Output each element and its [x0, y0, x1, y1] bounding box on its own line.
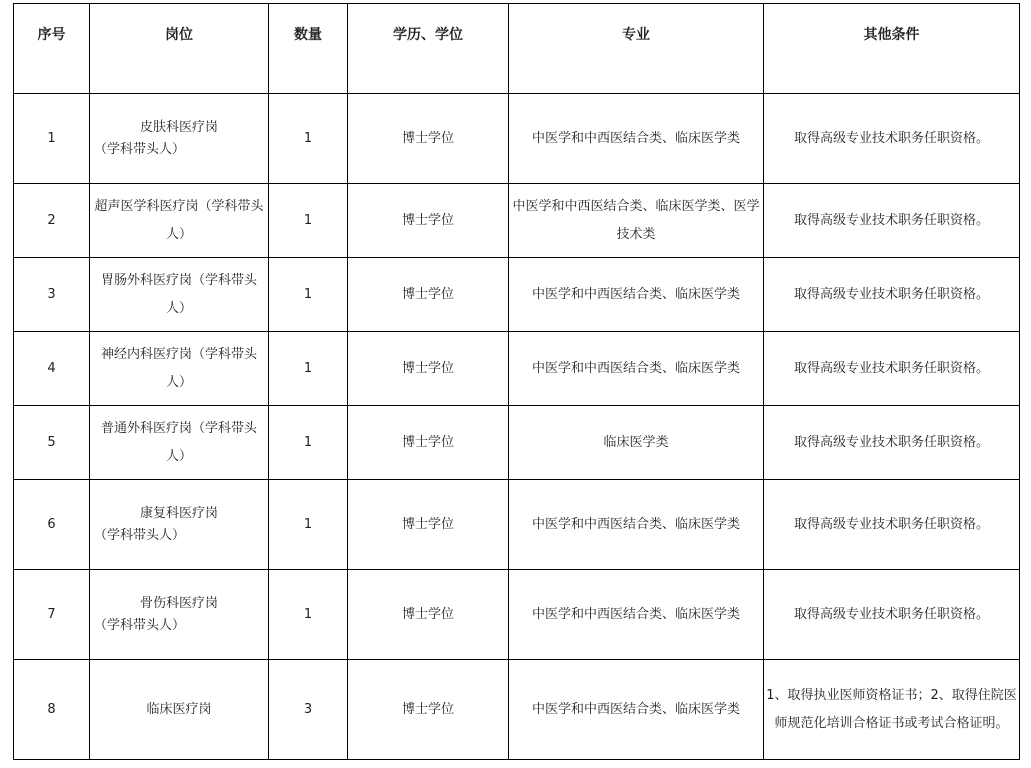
cell-position [90, 480, 269, 570]
cell-major: 中医学和中西医结合类、临床医学类 [509, 570, 764, 660]
cell-education: 博士学位 [348, 258, 509, 332]
cell-major: 中医学和中西医结合类、临床医学类 [509, 258, 764, 332]
cell-major: 中医学和中西医结合类、临床医学类 [509, 660, 764, 760]
cell-quantity: 1 [269, 406, 348, 480]
table-row [14, 570, 1020, 660]
cell-major: 中医学和中西医结合类、临床医学类、医学技术类 [509, 184, 764, 258]
table-row [14, 660, 1020, 760]
cell-major: 中医学和中西医结合类、临床医学类 [509, 332, 764, 406]
cell-education: 博士学位 [348, 406, 509, 480]
cell-major: 中医学和中西医结合类、临床医学类 [509, 94, 764, 184]
cell-position: 临床医疗岗 [90, 660, 269, 760]
cell-other: 取得高级专业技术职务任职资格。 [764, 570, 1020, 660]
table-row [14, 480, 1020, 570]
table-row [14, 332, 1020, 406]
cell-no: 2 [14, 184, 90, 258]
cell-other: 取得高级专业技术职务任职资格。 [764, 480, 1020, 570]
cell-quantity: 1 [269, 570, 348, 660]
cell-no: 8 [14, 660, 90, 760]
cell-position: 胃肠外科医疗岗（学科带头人） [90, 258, 269, 332]
header-education: 学历、学位 [348, 4, 509, 94]
cell-other: 取得高级专业技术职务任职资格。 [764, 406, 1020, 480]
header-position: 岗位 [90, 4, 269, 94]
cell-position: 神经内科医疗岗（学科带头人） [90, 332, 269, 406]
position-line: （学科带头人） [94, 527, 186, 543]
cell-quantity: 1 [269, 94, 348, 184]
cell-major: 中医学和中西医结合类、临床医学类 [509, 480, 764, 570]
cell-quantity: 3 [269, 660, 348, 760]
cell-other: 取得高级专业技术职务任职资格。 [764, 94, 1020, 184]
cell-position [90, 94, 269, 184]
cell-no: 5 [14, 406, 90, 480]
position-line: （学科带头人） [94, 141, 186, 157]
cell-no: 4 [14, 332, 90, 406]
table-row [14, 94, 1020, 184]
cell-no: 7 [14, 570, 90, 660]
position-line: 皮肤科医疗岗 [139, 119, 218, 135]
cell-education: 博士学位 [348, 480, 509, 570]
cell-other: 取得高级专业技术职务任职资格。 [764, 332, 1020, 406]
cell-other: 1、取得执业医师资格证书；2、取得住院医师规范化培训合格证书或考试合格证明。 [764, 660, 1020, 760]
position-line: （学科带头人） [94, 617, 186, 633]
cell-education: 博士学位 [348, 184, 509, 258]
header-no: 序号 [14, 4, 90, 94]
cell-quantity: 1 [269, 258, 348, 332]
table-row [14, 406, 1020, 480]
position-line: 骨伤科医疗岗 [139, 595, 218, 611]
position-line: 康复科医疗岗 [139, 505, 218, 521]
recruitment-table [13, 3, 1020, 760]
cell-education: 博士学位 [348, 332, 509, 406]
cell-other: 取得高级专业技术职务任职资格。 [764, 184, 1020, 258]
cell-quantity: 1 [269, 480, 348, 570]
cell-no: 3 [14, 258, 90, 332]
table-row [14, 258, 1020, 332]
header-quantity: 数量 [269, 4, 348, 94]
table-header-row [14, 4, 1020, 94]
cell-other: 取得高级专业技术职务任职资格。 [764, 258, 1020, 332]
cell-major: 临床医学类 [509, 406, 764, 480]
header-major: 专业 [509, 4, 764, 94]
cell-position: 普通外科医疗岗（学科带头人） [90, 406, 269, 480]
cell-education: 博士学位 [348, 94, 509, 184]
header-other-conditions: 其他条件 [764, 4, 1020, 94]
cell-quantity: 1 [269, 184, 348, 258]
cell-education: 博士学位 [348, 660, 509, 760]
cell-position [90, 570, 269, 660]
cell-no: 6 [14, 480, 90, 570]
cell-no: 1 [14, 94, 90, 184]
cell-education: 博士学位 [348, 570, 509, 660]
table-row [14, 184, 1020, 258]
cell-position: 超声医学科医疗岗（学科带头人） [90, 184, 269, 258]
cell-quantity: 1 [269, 332, 348, 406]
